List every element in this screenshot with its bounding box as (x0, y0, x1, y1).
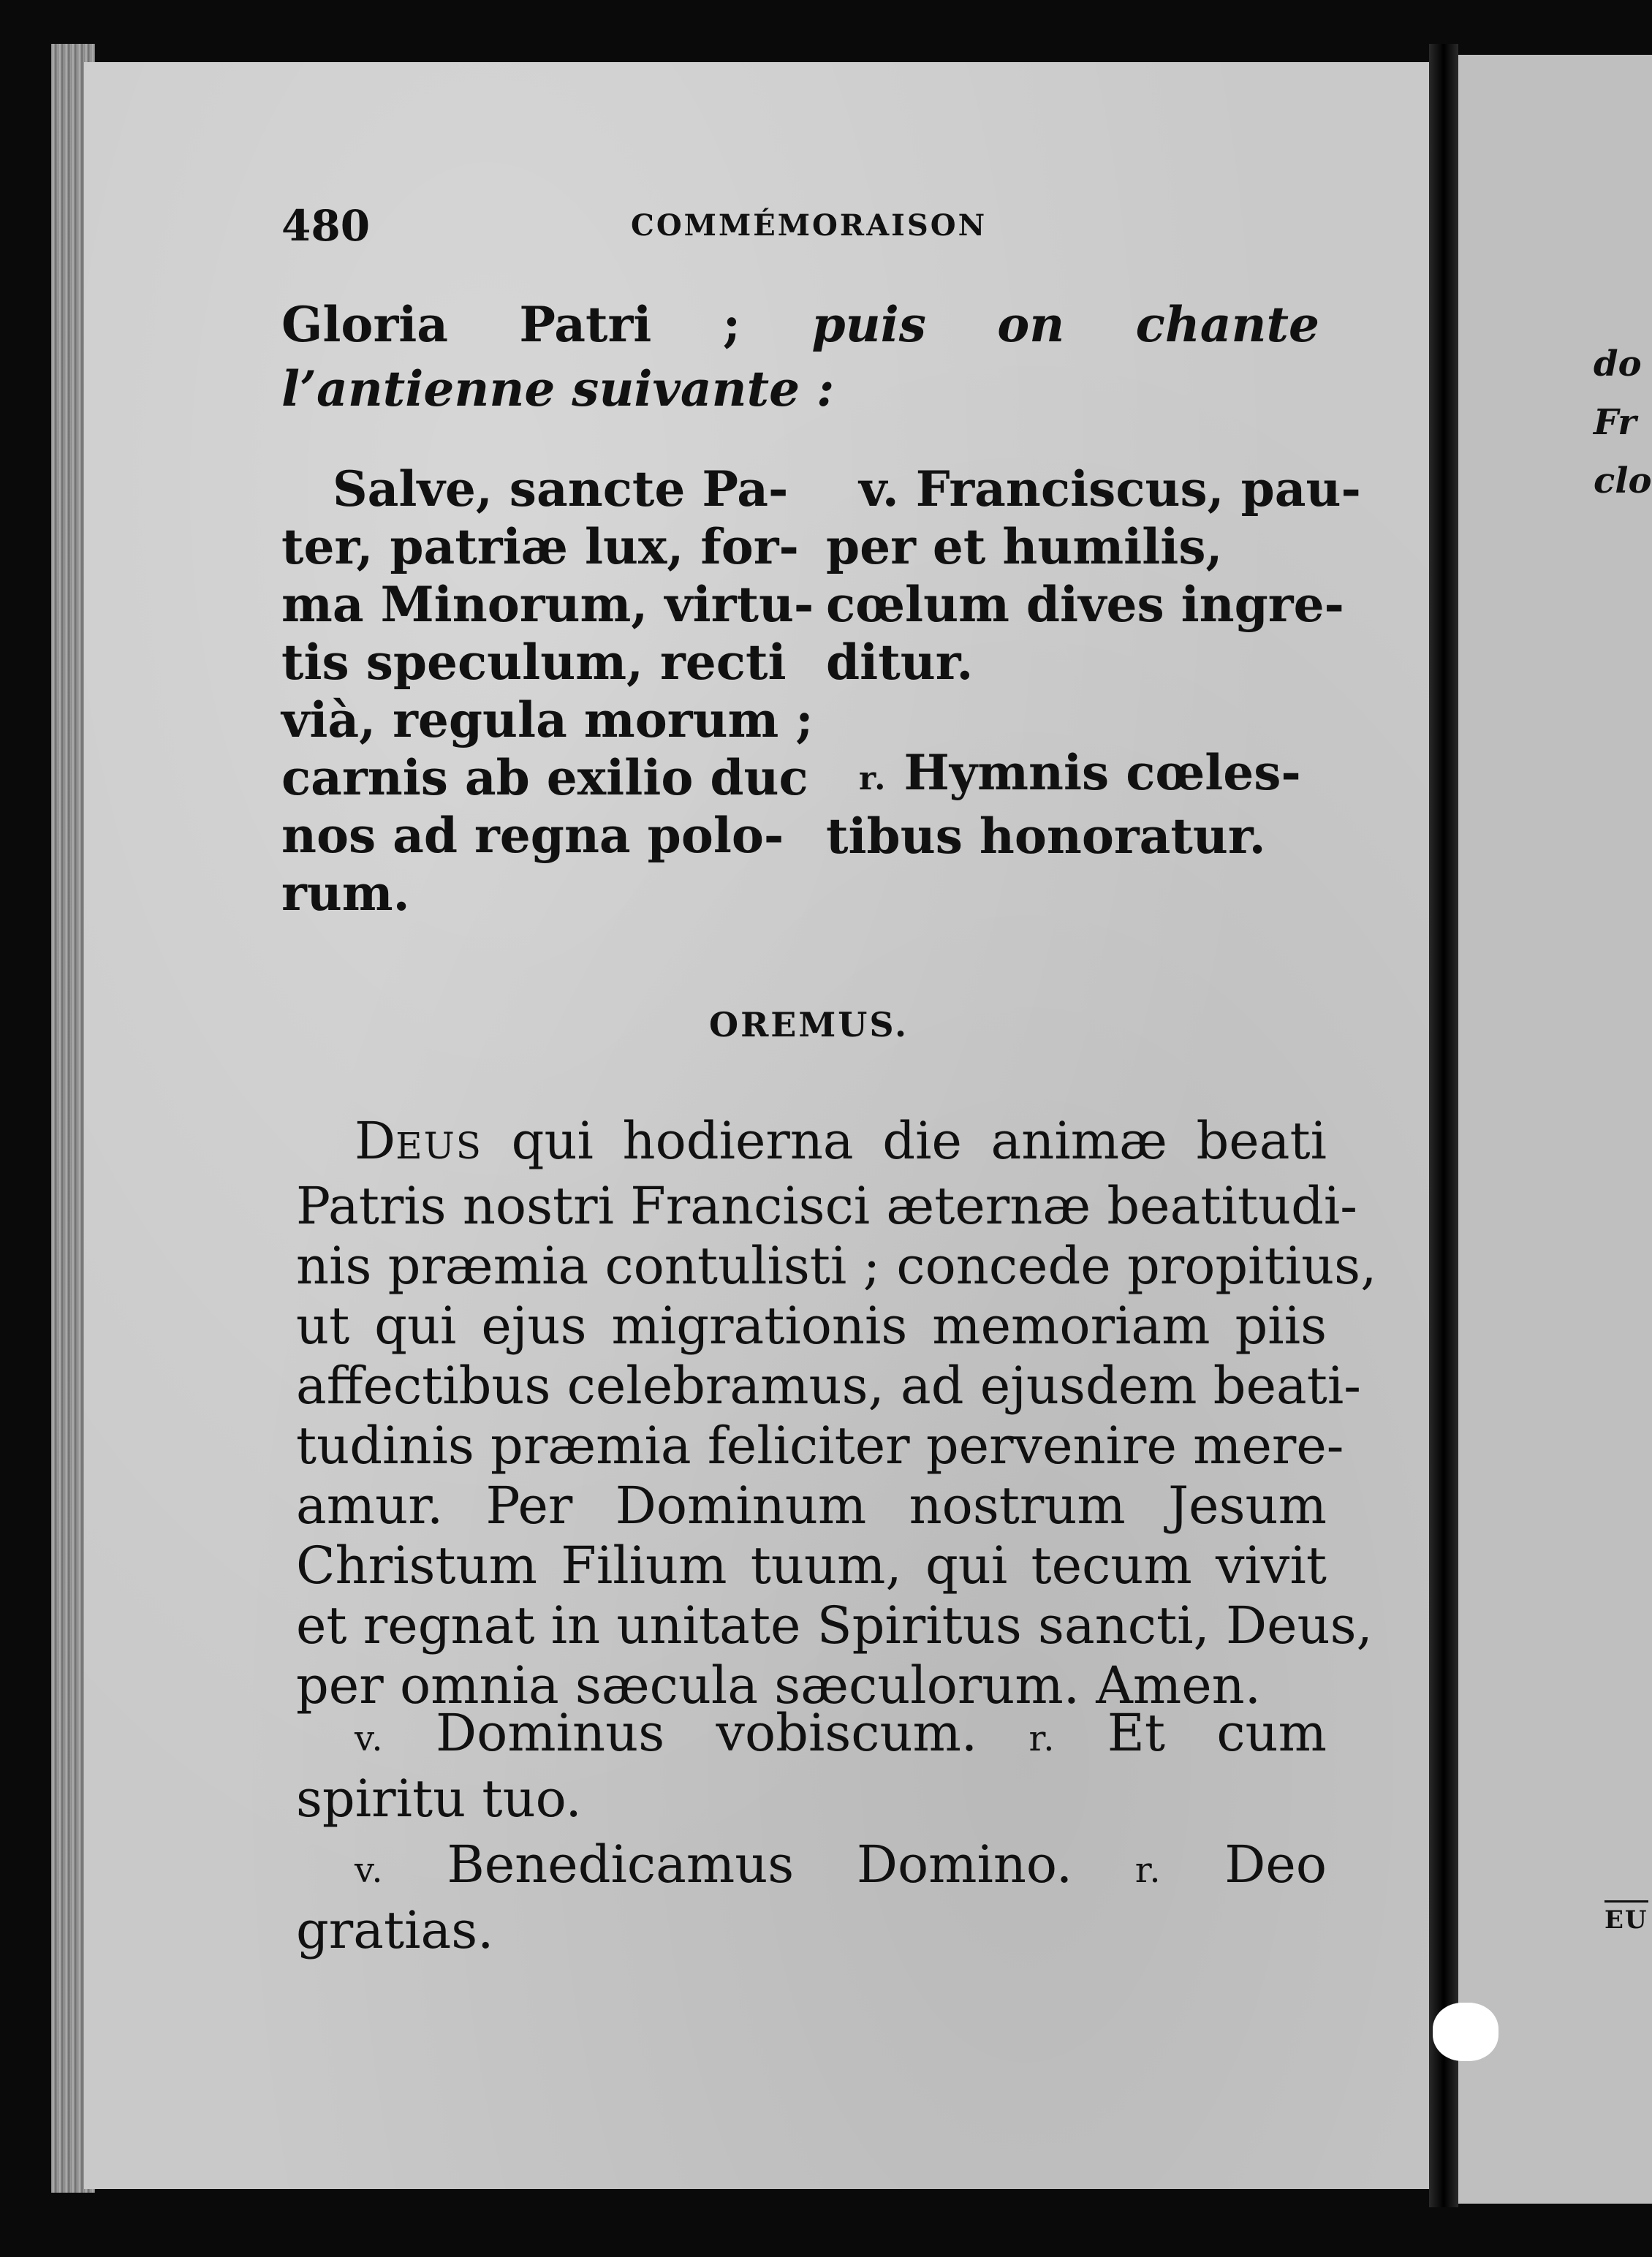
response-mark: r. (859, 760, 887, 797)
page-header (281, 201, 1319, 252)
prayer-line: affectibus celebramus, ad ejusdem beati- (296, 1356, 1361, 1416)
versicle-continuation: spiritu tuo. (296, 1769, 582, 1829)
antiphon-line: ter, patriæ lux, for- (281, 518, 799, 575)
response-line: tibus honoratur. (826, 808, 1266, 865)
antiphon-column (281, 460, 814, 922)
prayer-line: Christum Filium tuum, qui tecum vivit (296, 1536, 1327, 1596)
antiphon-line: rum. (281, 865, 410, 922)
versicle-mark: v. (355, 1718, 384, 1759)
versicle-line: v. Dominus vobiscum. r. Et cum (355, 1703, 1327, 1763)
versicle-continuation: gratias. (296, 1900, 494, 1960)
response-mark: r. (1134, 1850, 1162, 1891)
versicle-mark: v. (355, 1850, 384, 1891)
scan-blemish (1433, 2003, 1498, 2061)
versicle-line: cœlum dives ingre- (826, 576, 1344, 633)
intro-rubric: puis on chante l’antienne suivante : (281, 296, 1319, 417)
prayer-line: per omnia sæcula sæculorum. Amen. (296, 1655, 1261, 1715)
closing-versicle (296, 1703, 1327, 1829)
drop-initial: D (355, 1111, 396, 1171)
versicle-column (826, 460, 1361, 865)
closing-versicle (296, 1835, 1327, 1960)
facing-page-bottom-fragment: EU (1604, 1900, 1648, 1935)
prayer-line: Patris nostri Francisci æternæ beatitudi- (296, 1176, 1357, 1236)
prayer-line: amur. Per Dominum nostrum Jesum (296, 1476, 1327, 1536)
versicle-line: per et humilis, (826, 518, 1223, 575)
versicle-line: v. Benedicamus Domino. r. Deo (355, 1835, 1327, 1894)
antiphon-line: carnis ab exilio duc (281, 749, 808, 806)
antiphon-line: tis speculum, recti (281, 634, 787, 691)
facing-page-fragment: do (1594, 344, 1642, 384)
prayer-line: et regnat in unitate Spiritus sancti, Deus, (296, 1596, 1373, 1655)
antiphon-line: Salve, sancte Pa- (333, 460, 789, 517)
antiphon-line: nos ad regna polo- (281, 807, 784, 864)
antiphon-line: ma Minorum, virtu- (281, 576, 814, 633)
collect-prayer (296, 1111, 1377, 1715)
antiphon-line: vià, regula morum ; (281, 691, 814, 748)
book-gutter (1429, 44, 1458, 2207)
prayer-line: tudinis præmia feliciter pervenire mere- (296, 1416, 1344, 1476)
running-head: COMMÉMORAISON (631, 208, 988, 243)
versicle-mark: v. (859, 460, 899, 517)
response-line: r. Hymnis cœles- (859, 744, 1301, 801)
facing-page-fragment: clo (1594, 460, 1652, 501)
prayer-line: nis præmia contulisti ; concede propitius, (296, 1236, 1377, 1296)
oremus-heading: OREMUS. (709, 1005, 909, 1044)
prayer-line: ut qui ejus migrationis memoriam piis (296, 1296, 1327, 1356)
facing-page-fragment: Fr (1594, 402, 1637, 443)
intro-text: Gloria Patri ; (281, 296, 741, 353)
prayer-line: DEUS qui hodierna die animæ beati (355, 1111, 1327, 1171)
versicle-line: ditur. (826, 634, 974, 691)
response-mark: r. (1028, 1718, 1056, 1759)
page-number: 480 (281, 201, 371, 251)
versicle-line: v. Franciscus, pau- (859, 460, 1361, 517)
intro-paragraph (281, 292, 1319, 421)
